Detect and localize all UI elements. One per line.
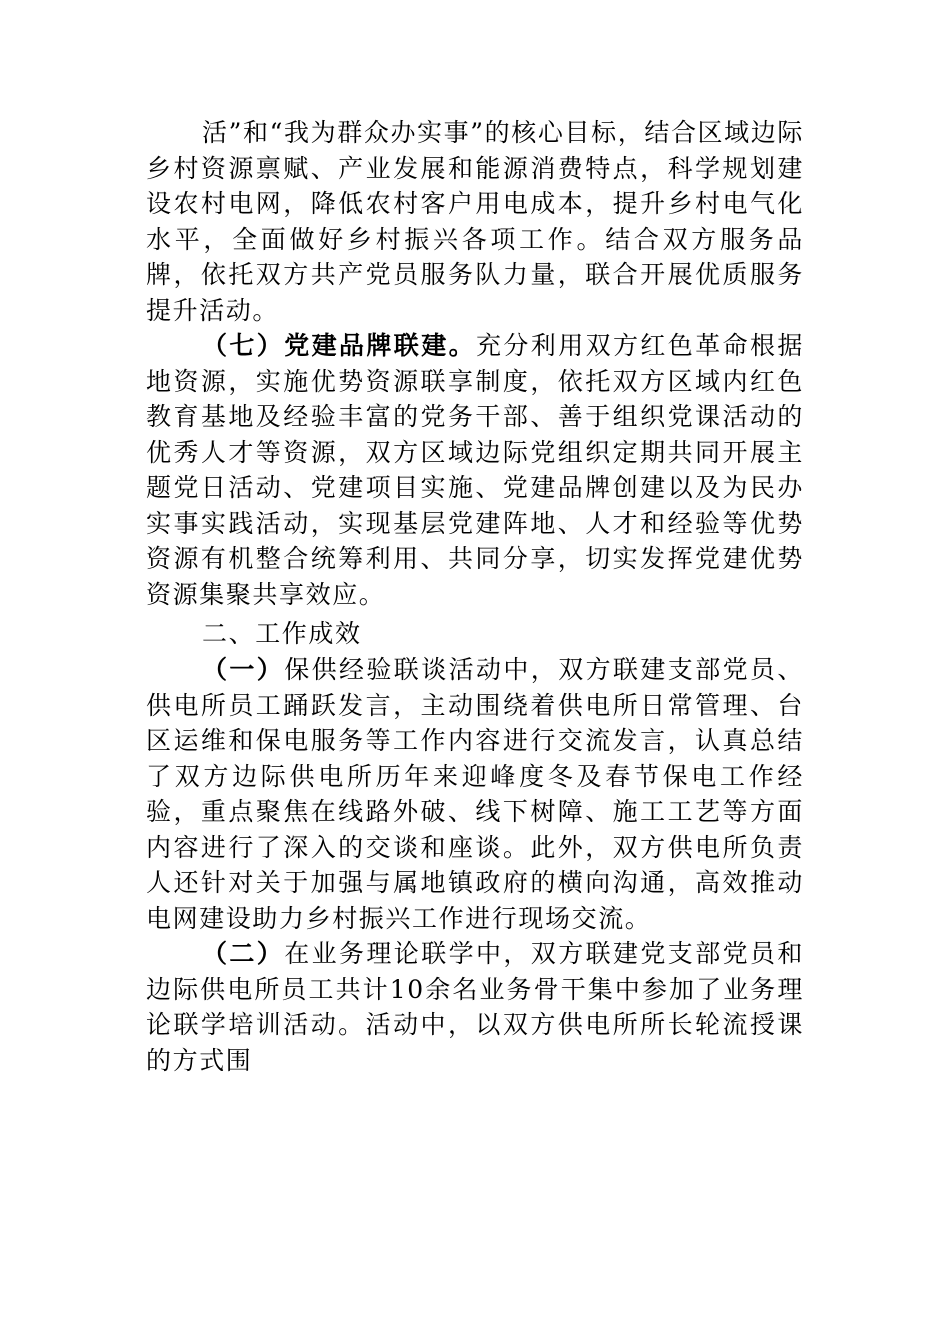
paragraph-lead-number: （一） — [202, 655, 285, 684]
paragraph-lead-heading: （七）党建品牌联建。 — [202, 331, 476, 360]
paragraph-result-one — [146, 652, 804, 936]
section-heading: 二、工作成效 — [202, 619, 362, 648]
paragraph-party-brand — [146, 328, 804, 612]
paragraph-body-text: 在业务理论联学中，双方联建党支部党员和边际供电所员工共计10余名业务骨干集中参加了业务理论联学培训活动。活动中，以双方供电所所长轮流授课的方式围 — [146, 939, 804, 1075]
paragraph-continuation: 活”和“我为群众办实事”的核心目标，结合区域边际乡村资源禀赋、产业发展和能源消费特点，科学规划建设农村电网，降低农村客户用电成本，提升乡村电气化水平，全面做好乡村振兴各项工作。结合双方服务品牌，依托双方共产党员服务队力量，联合开展优质服务提升活动。 — [146, 118, 804, 325]
paragraph-result-two — [146, 936, 804, 1078]
document-body — [146, 115, 804, 1078]
paragraph-lead-number: （二） — [202, 939, 285, 968]
paragraph-body-text: 充分利用双方红色革命根据地资源，实施优势资源联享制度，依托双方区域内红色教育基地及经验丰富的党务干部、善于组织党课活动的优秀人才等资源，双方区域边际党组织定期共同开展主题党日活动、党建项目实施、党建品牌创建以及为民办实事实践活动，实现基层党建阵地、人才和经验等优势资源有机整合统筹利用、共同分享，切实发挥党建优势资源集聚共享效应。 — [146, 331, 804, 609]
paragraph-body-text: 保供经验联谈活动中，双方联建支部党员、供电所员工踊跃发言，主动围绕着供电所日常管理、台区运维和保电服务等工作内容进行交流发言，认真总结了双方边际供电所历年来迎峰度冬及春节保电工作经验，重点聚焦在线路外破、线下树障、施工工艺等方面内容进行了深入的交谈和座谈。此外，双方供电所负责人还针对关于加强与属地镇政府的横向沟通，高效推动电网建设助力乡村振兴工作进行现场交流。 — [146, 655, 804, 933]
